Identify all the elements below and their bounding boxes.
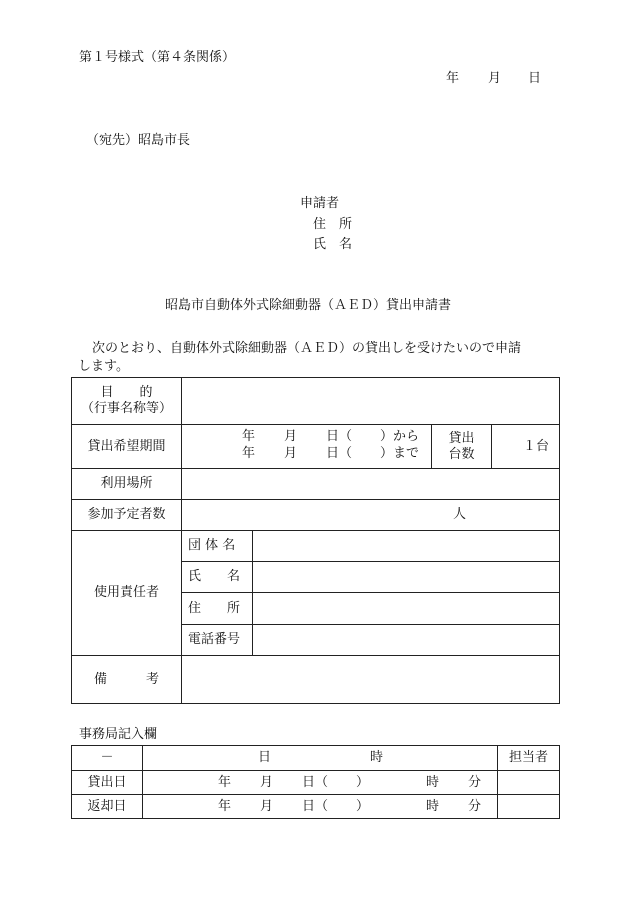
responsible-name-input[interactable] xyxy=(253,562,560,593)
office-header-time: 時 xyxy=(370,750,384,765)
participants-label: 参加予定者数 xyxy=(72,500,182,531)
lend-date-cell[interactable] xyxy=(143,771,498,795)
return-close: ） xyxy=(356,799,370,814)
responsible-phone-label: 電話番号 xyxy=(182,625,253,656)
purpose-label-line2: （行事名称等） xyxy=(80,401,172,416)
lend-close: ） xyxy=(356,775,370,790)
period-row1-year: 年 xyxy=(242,429,256,444)
return-minute: 分 xyxy=(468,799,482,814)
responsible-address-label: 住 所 xyxy=(182,593,253,625)
applicant-name-label: 氏 名 xyxy=(313,237,353,252)
applicant-address-label: 住 所 xyxy=(313,217,353,232)
count-label-line1: 貸出 xyxy=(448,430,475,446)
responsible-label: 使用責任者 xyxy=(72,531,182,656)
return-year: 年 xyxy=(218,799,232,814)
count-label-line2: 台数 xyxy=(448,446,475,462)
return-date-cell[interactable] xyxy=(143,795,498,819)
application-table xyxy=(71,377,560,704)
lend-year: 年 xyxy=(218,775,232,790)
purpose-label-line1: 目 的 xyxy=(100,385,153,400)
period-row1-day: 日（ xyxy=(326,429,353,444)
period-row2-day: 日（ xyxy=(326,446,353,461)
return-day: 日（ xyxy=(302,799,329,814)
lend-hour: 時 xyxy=(426,775,440,790)
return-date-label: 返却日 xyxy=(72,795,143,819)
responsible-org-input[interactable] xyxy=(253,531,560,562)
participants-input-cell[interactable] xyxy=(182,500,560,531)
date-month: 月 xyxy=(488,71,502,86)
purpose-input-cell[interactable] xyxy=(182,378,560,425)
document-title: 昭島市自動体外式除細動器（ＡＥＤ）貸出申請書 xyxy=(165,298,452,313)
place-input-cell[interactable] xyxy=(182,469,560,500)
period-row1-month: 月 xyxy=(284,429,298,444)
date-day: 日 xyxy=(528,71,542,86)
lend-month: 月 xyxy=(260,775,274,790)
purpose-label xyxy=(72,378,182,425)
office-header-dash: － xyxy=(72,746,143,771)
return-person-cell[interactable] xyxy=(498,795,560,819)
responsible-phone-input[interactable] xyxy=(253,625,560,656)
addressee: （宛先）昭島市長 xyxy=(86,133,191,148)
responsible-address-input[interactable] xyxy=(253,593,560,625)
period-row2-year: 年 xyxy=(242,446,256,461)
period-row2-month: 月 xyxy=(284,446,298,461)
period-row2-close: ）まで xyxy=(380,446,420,461)
office-header-person: 担当者 xyxy=(498,746,560,771)
office-table xyxy=(71,745,560,819)
remarks-input-cell[interactable] xyxy=(182,656,560,704)
form-number: 第１号様式（第４条関係） xyxy=(79,50,236,65)
place-label: 利用場所 xyxy=(72,469,182,500)
office-heading: 事務局記入欄 xyxy=(79,727,158,742)
return-month: 月 xyxy=(260,799,274,814)
intro-text-line1: 次のとおり、自動体外式除細動器（ＡＥＤ）の貸出しを受けたいので申請 xyxy=(92,341,522,356)
participants-unit: 人 xyxy=(453,507,467,522)
lend-minute: 分 xyxy=(468,775,482,790)
responsible-name-label: 氏 名 xyxy=(182,562,253,593)
remarks-label: 備 考 xyxy=(72,656,182,704)
intro-text-line2: します。 xyxy=(78,359,129,374)
lend-person-cell[interactable] xyxy=(498,771,560,795)
count-value: １台 xyxy=(492,425,560,469)
applicant-label: 申請者 xyxy=(300,196,340,211)
count-label xyxy=(432,425,492,469)
return-hour: 時 xyxy=(426,799,440,814)
period-label: 貸出希望期間 xyxy=(72,425,182,469)
period-input-cell[interactable] xyxy=(182,425,432,469)
lend-date-label: 貸出日 xyxy=(72,771,143,795)
office-header-datetime xyxy=(143,746,498,771)
lend-day: 日（ xyxy=(302,775,329,790)
responsible-org-label: 団 体 名 xyxy=(182,531,253,562)
office-header-day: 日 xyxy=(258,750,272,765)
period-row1-close: ）から xyxy=(380,429,420,444)
date-year: 年 xyxy=(446,71,460,86)
